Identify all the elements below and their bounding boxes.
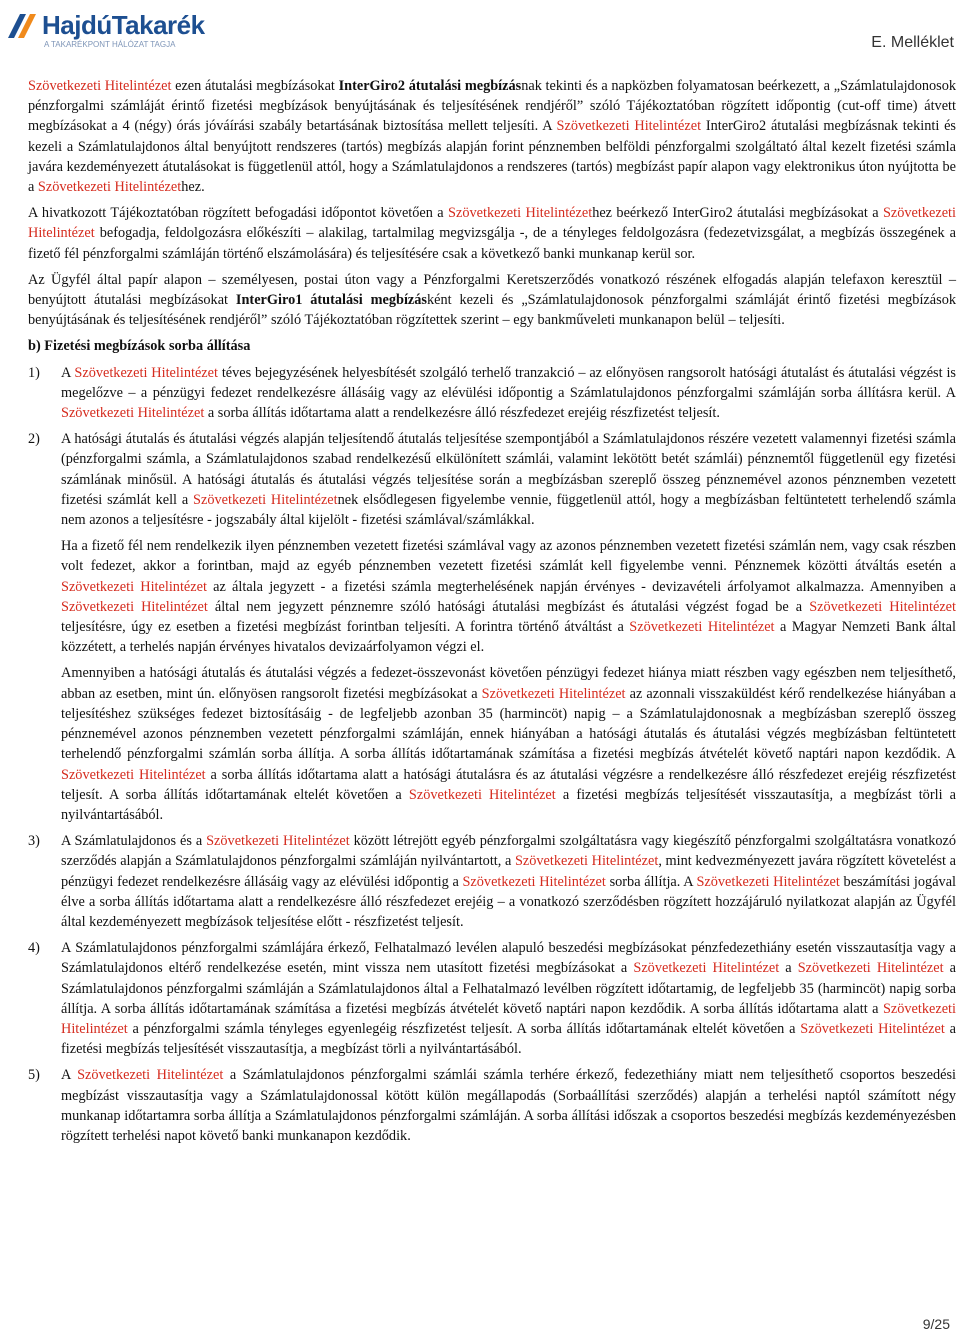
text-run: a sorba állítás időtartama alatt a rendelkezésre álló részfedezet erejéig részfizetést teljesít. <box>204 405 720 422</box>
text-run: az azonnali visszaküldést kérő rendelkezése hiányában a teljesítéshez szükséges fedezet biztosításáig - de legfeljebb azonban 35 (harmincöt) napig – a Számlatulajdonosnak a megbízásban szereplő összeg pénznemével azonos pénznemben vezetett pénzforgalmi számláján, ennek hiányában a hatósági átutalás és átutalási végzés megbízásban feltüntetett terhelendő pénzforgalmi számlán sorba állítja. A sorba állítás időtartamának számítása a fizetési megbízás átvételét követő naptári napon kezdődik. A <box>61 685 956 763</box>
text-run: a <box>779 960 798 977</box>
institution-name: Szövetkezeti Hitelintézet <box>800 1020 945 1037</box>
institution-name: Szövetkezeti Hitelintézet <box>61 598 208 615</box>
text-run: sorba állítja. A <box>605 873 697 890</box>
text-run: a Számlatulajdonos pénzforgalmi számláján a Számlatulajdonos által a Felhatalmazó levélben rögzített időtartamig, de legfeljebb 35 (harmincöt) napig sorba állítja. A sorba állítás időtartamának számítása a fizetési megbízás átvételét követő naptári napon kezdődik. A sorba állítás időtartama alatt a <box>61 960 956 1017</box>
institution-name: Szövetkezeti Hitelintézet <box>77 1067 224 1084</box>
institution-name: Szövetkezeti Hitelintézet <box>61 578 207 595</box>
text-run: téves bejegyzésének helyesbítését szolgáló terhelő tranzakció – az előnyösen rangsorolt hatósági átutalást és átutalási végzést is megelőzve – a pénzügyi fedezet rendelkezésre állásáig vagy az elévülési időpontig a Számlatulajdonos pénzforgalmi számláján sorba állításra kerül. A <box>61 364 956 401</box>
list-item <box>28 938 956 1059</box>
annex-label: E. Melléklet <box>871 34 954 51</box>
institution-name: Szövetkezeti Hitelintézet <box>37 179 182 196</box>
numbered-list <box>28 363 956 1147</box>
list-item-number: 3) <box>28 833 40 850</box>
text-run: Amennyiben a hatósági átutalás és átutalási végzés a fedezet-összevonást követően pénzügyi fedezet hiánya miatt részben vagy egészben nem teljesíthető, abban az esetben, mint ún. előnyösen rangsorolt fizetési megbízásokat a <box>61 665 956 702</box>
text-run: hez beérkező InterGiro2 átutalási megbízásokat a <box>592 205 883 222</box>
list-item-paragraph <box>61 1065 956 1146</box>
institution-name: Szövetkezeti Hitelintézet <box>514 853 659 870</box>
text-run: ezen átutalási megbízásokat <box>171 78 339 94</box>
list-item-paragraph <box>61 938 956 1059</box>
page-number: 9/25 <box>922 1316 950 1332</box>
institution-name: Szövetkezeti Hitelintézet <box>408 786 556 803</box>
logo-mark-icon <box>4 8 40 44</box>
institution-name: Szövetkezeti Hitelintézet <box>61 405 205 422</box>
list-item <box>28 429 956 825</box>
institution-name: Szövetkezeti Hitelintézet <box>556 118 702 135</box>
institution-name: Szövetkezeti Hitelintézet <box>696 873 840 890</box>
institution-name: Szövetkezeti Hitelintézet <box>633 960 780 977</box>
list-item-number: 4) <box>28 940 40 957</box>
institution-name: Szövetkezeti Hitelintézet <box>74 364 218 381</box>
institution-name: Szövetkezeti Hitelintézet <box>809 598 956 615</box>
text-run: a sorba állítás időtartama alatt a hatósági átutalásra és az átutalási végzésre a rendelkezésre álló részfedezet erejéig részfizetést teljesít. A sorba állítás időtartamának eltelét követően a <box>61 766 956 803</box>
list-item-number: 1) <box>28 364 40 381</box>
text-run: nek elsődlegesen figyelembe vennie, függetlenül attól, hogy a megbízásban feltüntetett terhelendő számla nem azonos a teljesítésre - jogszabály által kijelölt - fizetési számlával/számlákkal. <box>61 491 957 529</box>
bold-term: InterGiro2 átutalási megbízás <box>338 78 522 94</box>
text-run: A <box>61 364 75 381</box>
text-run: , mint kedvezményezett javára rögzített követelést a pénzügyi fedezet rendelkezésre állásáig vagy az elévülési időpontig a <box>61 853 956 890</box>
bank-logo <box>4 6 214 50</box>
text-run: által nem jegyzett pénznemre szóló hatósági átutalási megbízást és átutalási végzést fogad be a <box>207 598 810 615</box>
text-run: InterGiro2 átutalási megbízásnak tekinti és kezeli a Számlatulajdonos által benyújtott rendszeres (tartós) megbízás alapján forint pénznemben belföldi pénzforgalmi szolgáltató által kezelt fizetési számla javára kezdeményezett átutalásokat is függetlenül attól, hogy a Számlatulajdonos a rendszeres (tartós) megbízást papír alapon vagy elektronikus úton nyújtotta be a <box>28 118 956 196</box>
text-run: a pénzforgalmi számla tényleges egyenlegéig részfizetést teljesít. A sorba állítás időtartamának eltelét követően a <box>127 1020 801 1037</box>
text-run: Ha a fizető fél nem rendelkezik ilyen pénznemben vezetett fizetési számlával vagy az azonos pénznemben vezetett fizetési számlán nem, vagy csak részben volt fedezet, akkor a forintban, majd az egyéb pénznemben vezetett fizetési számlát kell figyelembe venni. Pénznemek közötti átváltás esetén a <box>61 538 956 575</box>
text-run: a Számlatulajdonos pénzforgalmi számlái számla terhére érkező, fedezethiány miatt nem teljesíthető csoportos beszedési megbízást visszautasítja vagy a Számlatulajdonossal kötött külön megállapodás (Sorbaállítási szerződés) alapján a terhelési naptól számított négy munkanap időtartamra sorba állítja a Számlatulajdonos pénzforgalmi számláján. A sorba állítási időszak a csoportos beszedési megbízás kezdeményezésben rögzített terhelési napot követő banki munkanapon kezdődik. <box>61 1067 956 1144</box>
intro-paragraph-1 <box>28 76 956 197</box>
text-run: a fizetési megbízás teljesítését visszautasítja, a megbízást törli a nyilvántartásából. <box>61 1020 956 1058</box>
list-item <box>28 1065 956 1146</box>
list-item-paragraph <box>61 363 956 424</box>
text-run: a fizetési megbízás teljesítését visszautasítja, a megbízást törli a nyilvántartásából. <box>61 786 956 823</box>
institution-name: Szövetkezeti Hitelintézet <box>462 873 606 890</box>
institution-name: Szövetkezeti Hitelintézet <box>61 766 206 783</box>
text-run: a Magyar Nemzeti Bank által közzétett, a terhelés napján érvényes hivatalos devizaárfolyamon végzi el. <box>61 619 956 656</box>
list-item-number: 5) <box>28 1067 40 1084</box>
text-run: A Számlatulajdonos és a <box>61 833 207 850</box>
list-item-paragraph <box>61 831 956 932</box>
text-run: A hivatkozott Tájékoztatóban rögzített befogadási időpontot követően a <box>28 205 449 222</box>
text-run: ként kezeli és „Számlatulajdonosok pénzforgalmi számláját érintő fizetési megbízások benyújtásának és teljesítésének rendjéről” szóló Tájékoztatóban rögzítettek szerint – egy bankműveleti munkanapon belül – teljesíti. <box>28 292 956 329</box>
list-item-paragraph <box>61 429 956 530</box>
institution-name: Szövetkezeti Hitelintézet <box>448 205 593 222</box>
institution-name: Szövetkezeti Hitelintézet <box>206 833 350 850</box>
list-item-number: 2) <box>28 431 40 448</box>
text-run: A Számlatulajdonos pénzforgalmi számlájára érkező, Felhatalmazó levélen alapuló beszedési megbízásokat pénzfedezethiány esetén visszautasítja vagy a Számlatulajdonos eltérő rendelkezése esetén, mint vissza nem utasított fizetési megbízásokat a <box>61 940 956 977</box>
text-run: A hatósági átutalás és átutalási végzés alapján teljesítendő átutalás teljesítése szempontjából a Számlatulajdonos részére vezetett valamennyi fizetési számla (pénzforgalmi számla, a Számlatulajdonos szabad rendelkezésű elkülönített számlái, valamint lekötött betét számlái) pénznemtől függetlenül egy fizetési számlának minősül. A hatósági átutalás és átutalási végzés teljesítése során a megbízásban szereplő összeg pénznemével azonos pénznemben vezetett fizetési számlát kell a <box>61 431 956 508</box>
list-item-paragraph <box>61 536 956 657</box>
logo-tagline: A TAKARÉKPONT HÁLÓZAT TAGJA <box>44 40 176 49</box>
institution-name: Szövetkezeti Hitelintézet <box>481 685 626 702</box>
text-run: nak tekinti és a napközben folyamatosan beérkezett, a „Számlatulajdonosok pénzforgalmi számláját érintő fizetési megbízások benyújtásának és teljesítésének rendjéről” szóló Tájékoztatóban rögzített időpontig (cut-off time) átvett megbízásokat a 4 (négy) órás jóváírási szabály betartásának biztosítása mellett teljesíti. A <box>28 78 956 135</box>
institution-name: Szövetkezeti Hitelintézet <box>28 205 956 242</box>
institution-name: Szövetkezeti Hitelintézet <box>629 619 775 636</box>
bold-term: InterGiro1 átutalási megbízás <box>235 292 427 309</box>
institution-name: Szövetkezeti Hitelintézet <box>797 960 944 977</box>
text-run: befogadja, feldolgozásra előkészíti – alakilag, tartalmilag megvizsgálja -, de a tényleges feldolgozásra (fedezetvizsgálat, a megbízás összegének a fizető fél pénzforgalmi számláján történő elszámolására) és teljesítésére csak a következő banki munkanap kerül sor. <box>28 225 956 262</box>
list-item <box>28 363 956 424</box>
document-body <box>28 76 956 1152</box>
text-run: beszámítási jogával élve a sorba állítás időtartama alatt a rendelkezésre álló részfedezet erejéig – a vonatkozó szerződésben rögzített hozzájáruló nyilatkozat alapján az Ügyfél által kezdeményezett megbízások teljesítése előtt - részfizetést teljesít. <box>61 873 957 930</box>
list-item-paragraph <box>61 663 956 825</box>
institution-name: Szövetkezeti Hitelintézet <box>61 1000 956 1037</box>
text-run: Az Ügyfél által papír alapon – személyesen, postai úton vagy a Pénzforgalmi Keretszerződés vonatkozó részének elfogadás alapján telefaxon keresztül – benyújtott átutalási megbízásokat <box>28 271 956 309</box>
logo-name: HajdúTakarék <box>42 10 205 40</box>
institution-name: Szövetkezeti Hitelintézet <box>28 78 172 94</box>
list-item <box>28 831 956 932</box>
section-heading: b) Fizetési megbízások sorba állítása <box>28 338 251 355</box>
text-run: A <box>61 1067 78 1084</box>
page-header <box>0 0 960 62</box>
text-run: hez. <box>181 179 205 196</box>
intro-paragraph-2 <box>28 203 956 264</box>
text-run: teljesítésre, úgy ez esetben a fizetési megbízást forintban teljesíti. A forintra történő átváltást a <box>61 619 630 636</box>
intro-paragraph-3 <box>28 270 956 331</box>
text-run: között létrejött egyéb pénzforgalmi szolgáltatásra vagy kiegészítő pénzforgalmi szolgáltatásra vonatkozó szerződés alapján a Számlatulajdonos pénzforgalmi számláján nyilvántartott, a <box>61 833 956 870</box>
text-run: az általa jegyzett - a fizetési számla megterhelésének napján érvényes - devizavételi árfolyamot alkalmazza. Amennyiben a <box>206 578 956 595</box>
institution-name: Szövetkezeti Hitelintézet <box>193 491 338 508</box>
